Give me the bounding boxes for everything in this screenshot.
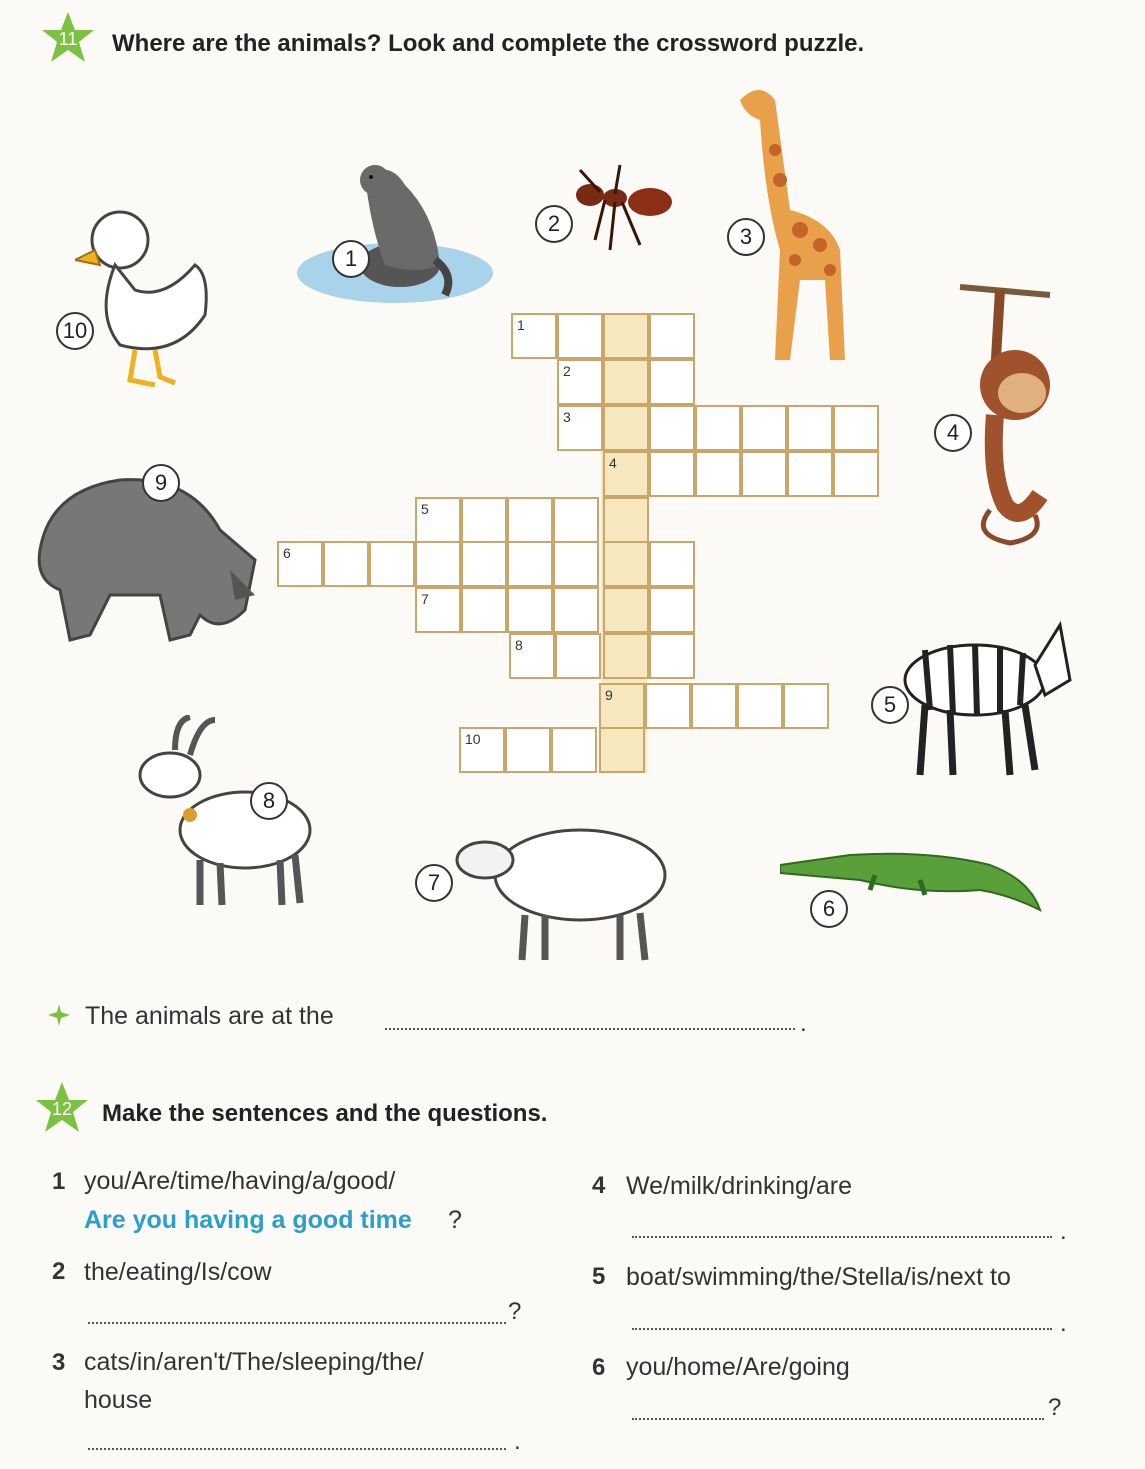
item-6-blank[interactable] <box>632 1418 1044 1420</box>
crossword-cell[interactable] <box>507 587 553 633</box>
item-1-prompt: you/Are/time/having/a/good/ <box>84 1167 396 1195</box>
crossword-cell[interactable] <box>323 541 369 587</box>
clue-3-marker: 3 <box>727 218 765 256</box>
crossword-cell[interactable] <box>649 451 695 497</box>
grid-number-3: 3 <box>563 409 571 425</box>
crossword-cell[interactable] <box>505 727 551 773</box>
crossword-cell[interactable] <box>599 727 645 773</box>
exercise-11-instruction: Where are the animals? Look and complete the crossword puzzle. <box>112 30 865 57</box>
item-4-end: . <box>1060 1218 1067 1245</box>
exercise-12-instruction: Make the sentences and the questions. <box>102 1100 548 1127</box>
crossword-cell[interactable] <box>649 541 695 587</box>
crossword-cell[interactable] <box>787 405 833 451</box>
item-5-prompt: boat/swimming/the/Stella/is/next to <box>626 1263 1011 1291</box>
crossword-cell[interactable] <box>511 313 557 359</box>
seal-icon <box>295 155 495 305</box>
item-2-number: 2 <box>52 1258 66 1285</box>
crossword-cell[interactable] <box>737 683 783 729</box>
crossword-cell[interactable] <box>833 451 879 497</box>
crossword-cell[interactable] <box>649 587 695 633</box>
grid-number-9: 9 <box>605 687 613 703</box>
crossword-cell[interactable] <box>603 313 649 359</box>
crossword-cell[interactable] <box>603 541 649 587</box>
crossword-cell[interactable] <box>551 727 597 773</box>
item-1-number: 1 <box>52 1168 66 1195</box>
clue-2-marker: 2 <box>535 205 573 243</box>
final-sentence: The animals are at the <box>85 1002 334 1030</box>
item-6-number: 6 <box>592 1354 606 1381</box>
item-3-number: 3 <box>52 1349 66 1376</box>
grid-number-7: 7 <box>421 591 429 607</box>
clue-8-marker: 8 <box>250 782 288 820</box>
crossword-cell[interactable] <box>599 683 645 729</box>
item-4-blank[interactable] <box>632 1236 1052 1238</box>
rhino-icon <box>30 470 260 665</box>
grid-number-2: 2 <box>563 363 571 379</box>
item-2-prompt: the/eating/Is/cow <box>84 1258 272 1286</box>
grid-number-6: 6 <box>283 545 291 561</box>
crossword-cell[interactable] <box>461 587 507 633</box>
crossword-cell[interactable] <box>557 313 603 359</box>
item-1-end: ? <box>448 1206 462 1234</box>
crossword-cell[interactable] <box>507 541 553 587</box>
crossword-cell[interactable] <box>507 497 553 543</box>
item-5-number: 5 <box>592 1263 606 1290</box>
crossword-cell[interactable] <box>557 405 603 451</box>
sparkle-icon <box>48 1004 70 1026</box>
crossword-cell[interactable] <box>461 497 507 543</box>
crossword-cell[interactable] <box>509 633 555 679</box>
ant-icon <box>560 160 680 255</box>
item-6-end: ? <box>1048 1394 1062 1421</box>
item-3-end: . <box>514 1428 521 1455</box>
crossword-cell[interactable] <box>649 313 695 359</box>
final-sentence-end: . <box>800 1010 807 1037</box>
crossword-cell[interactable] <box>553 541 599 587</box>
final-answer-blank[interactable] <box>385 1028 795 1030</box>
item-4-number: 4 <box>592 1172 606 1199</box>
crossword-cell[interactable] <box>553 587 599 633</box>
item-1-answer: Are you having a good time <box>84 1206 412 1234</box>
crossword-cell[interactable] <box>649 405 695 451</box>
crossword-cell[interactable] <box>783 683 829 729</box>
item-3-prompt-cont: house <box>84 1386 153 1414</box>
grid-number-1: 1 <box>517 317 525 333</box>
crossword-cell[interactable] <box>415 497 461 543</box>
crossword-cell[interactable] <box>369 541 415 587</box>
item-3-prompt: cats/in/aren't/The/sleeping/the/ <box>84 1348 424 1376</box>
crossword-cell[interactable] <box>603 451 649 497</box>
monkey-icon <box>950 275 1090 550</box>
crossword-cell[interactable] <box>603 359 649 405</box>
crossword-cell[interactable] <box>603 633 649 679</box>
exercise-11-number: 11 <box>58 29 78 49</box>
crossword-cell[interactable] <box>415 541 461 587</box>
crossword-cell[interactable] <box>557 359 603 405</box>
crossword-cell[interactable] <box>695 451 741 497</box>
crossword-cell[interactable] <box>603 587 649 633</box>
crossword-cell[interactable] <box>277 541 323 587</box>
crossword-cell[interactable] <box>649 359 695 405</box>
crossword-cell[interactable] <box>741 405 787 451</box>
crossword-cell[interactable] <box>603 497 649 543</box>
clue-4-marker: 4 <box>934 414 972 452</box>
clue-1-marker: 1 <box>332 240 370 278</box>
grid-number-5: 5 <box>421 501 429 517</box>
sheep-icon <box>450 815 680 965</box>
grid-number-4: 4 <box>609 455 617 471</box>
item-2-blank[interactable] <box>88 1322 506 1324</box>
clue-9-marker: 9 <box>142 464 180 502</box>
grid-number-10: 10 <box>465 731 481 747</box>
crossword-cell[interactable] <box>833 405 879 451</box>
duck-icon <box>75 205 215 390</box>
grid-number-8: 8 <box>515 637 523 653</box>
crossword-cell[interactable] <box>741 451 787 497</box>
crossword-cell[interactable] <box>461 541 507 587</box>
item-5-blank[interactable] <box>632 1328 1052 1330</box>
exercise-12-number: 12 <box>51 1099 73 1119</box>
goat-icon <box>130 715 320 910</box>
crossword-cell[interactable] <box>645 683 691 729</box>
crossword-cell[interactable] <box>691 683 737 729</box>
crossword-cell[interactable] <box>459 727 505 773</box>
clue-5-marker: 5 <box>871 686 909 724</box>
exercise-12-star <box>34 1080 90 1136</box>
item-5-end: . <box>1060 1310 1067 1337</box>
crossword-cell[interactable] <box>555 633 601 679</box>
crossword-cell[interactable] <box>649 633 695 679</box>
item-6-prompt: you/home/Are/going <box>626 1353 850 1381</box>
clue-6-marker: 6 <box>810 890 848 928</box>
item-4-prompt: We/milk/drinking/are <box>626 1172 853 1200</box>
crossword-cell[interactable] <box>603 405 649 451</box>
zebra-icon <box>895 605 1075 785</box>
crossword-cell[interactable] <box>553 497 599 543</box>
clue-7-marker: 7 <box>415 864 453 902</box>
crossword-cell[interactable] <box>415 587 461 633</box>
crossword-cell[interactable] <box>787 451 833 497</box>
item-3-blank[interactable] <box>88 1448 506 1450</box>
clue-10-marker: 10 <box>56 312 94 350</box>
exercise-11-star <box>40 10 96 66</box>
item-2-end: ? <box>508 1298 522 1325</box>
crossword-cell[interactable] <box>695 405 741 451</box>
